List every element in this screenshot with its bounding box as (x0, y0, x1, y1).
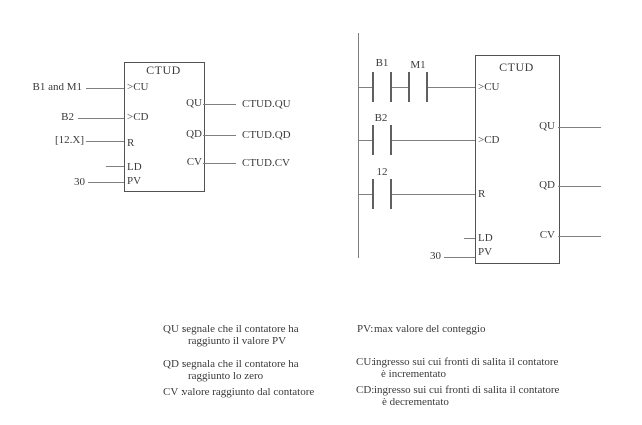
fbd-target-cv: CTUD.CV (242, 157, 290, 169)
legend-text-cv-line1: valore raggiunto dal contatore (182, 386, 315, 398)
contact-b2-left-bar (372, 125, 374, 155)
fbd-pin-r: R (127, 137, 135, 149)
ladder-pin-cd: >CD (478, 134, 500, 146)
legend-term-pv: PV: (357, 323, 374, 335)
ladder-output-wire-qu (558, 127, 601, 128)
ladder-pin-ld: LD (478, 232, 493, 244)
legend-term-qu: QU : (163, 323, 185, 335)
ladder-ld-stub-wire (464, 238, 475, 239)
fbd-pin-ld: LD (127, 161, 142, 173)
contact-12-left-bar (372, 179, 374, 209)
fbd-input-wire-cu (86, 88, 124, 89)
legend-term-qd: QD : (163, 358, 185, 370)
legend-text-qd-line1: segnala che il contatore ha (182, 358, 299, 370)
contact-b1-label: B1 (375, 57, 389, 69)
rung1-wire-c (428, 87, 475, 88)
ladder-power-rail (358, 33, 359, 258)
fbd-block-title: CTUD (146, 63, 181, 77)
fbd-input-wire-ld (106, 166, 124, 167)
fbd-input-wire-pv (88, 182, 124, 183)
ladder-block-title: CTUD (499, 60, 534, 74)
rung2-wire-a (358, 140, 372, 141)
contact-m1-left-bar (408, 72, 410, 102)
legend-text-qu-line2: raggiunto il valore PV (188, 335, 287, 347)
fbd-operand-r: [12.X] (54, 134, 84, 146)
ladder-pin-pv: PV (478, 246, 493, 258)
fbd-output-wire-qu (203, 104, 236, 105)
legend-text-qu-line1: segnale che il contatore ha (182, 323, 299, 335)
ladder-pin-r: R (478, 188, 486, 200)
ladder-output-wire-qd (558, 186, 601, 187)
rung1-wire-b (392, 87, 408, 88)
legend-text-cd-line1: ingresso sui cui fronti di salita il contatore (374, 384, 560, 396)
ladder-pin-qd: QD (539, 179, 555, 191)
fbd-output-wire-cv (203, 163, 236, 164)
rung3-wire-a (358, 194, 372, 195)
fbd-operand-pv: 30 (74, 176, 85, 188)
legend-term-cu: CU: (356, 356, 375, 368)
rung1-wire-a (358, 87, 372, 88)
legend-text-qd-line2: raggiunto lo zero (188, 370, 264, 382)
contact-12-label: 12 (376, 166, 388, 178)
legend-term-cv: CV : (163, 386, 184, 398)
fbd-pin-qd: QD (186, 128, 202, 140)
fbd-pin-cu: >CU (127, 81, 149, 93)
rung2-wire-b (392, 140, 475, 141)
fbd-input-wire-r (86, 141, 124, 142)
ladder-pin-qu: QU (539, 120, 555, 132)
fbd-operand-cd: B2 (61, 111, 74, 123)
contact-m1-label: M1 (410, 59, 426, 71)
contact-b2-label: B2 (374, 112, 388, 124)
fbd-output-wire-qd (203, 135, 236, 136)
rung3-wire-b (392, 194, 475, 195)
fbd-input-wire-cd (78, 118, 124, 119)
fbd-operand-cu: B1 and M1 (32, 81, 82, 93)
legend-term-cd: CD: (356, 384, 375, 396)
ladder-output-wire-cv (558, 236, 601, 237)
legend-text-cu-line1: ingresso sui cui fronti di salita il contatore (373, 356, 559, 368)
contact-b1-left-bar (372, 72, 374, 102)
ladder-pv-wire (444, 257, 475, 258)
fbd-pin-pv: PV (127, 175, 142, 187)
legend-text-cu-line2: è incrementato (381, 368, 447, 380)
legend-text-pv-line1: max valore del conteggio (374, 323, 486, 335)
fbd-target-qd: CTUD.QD (242, 129, 291, 141)
fbd-pin-qu: QU (186, 97, 202, 109)
ladder-pin-cu: >CU (478, 81, 500, 93)
ladder-pin-cv: CV (539, 229, 555, 241)
fbd-pin-cv: CV (186, 156, 202, 168)
fbd-target-qu: CTUD.QU (242, 98, 291, 110)
fbd-pin-cd: >CD (127, 111, 149, 123)
ladder-pv-operand: 30 (430, 250, 441, 262)
legend-text-cd-line2: è decrementato (382, 396, 449, 408)
